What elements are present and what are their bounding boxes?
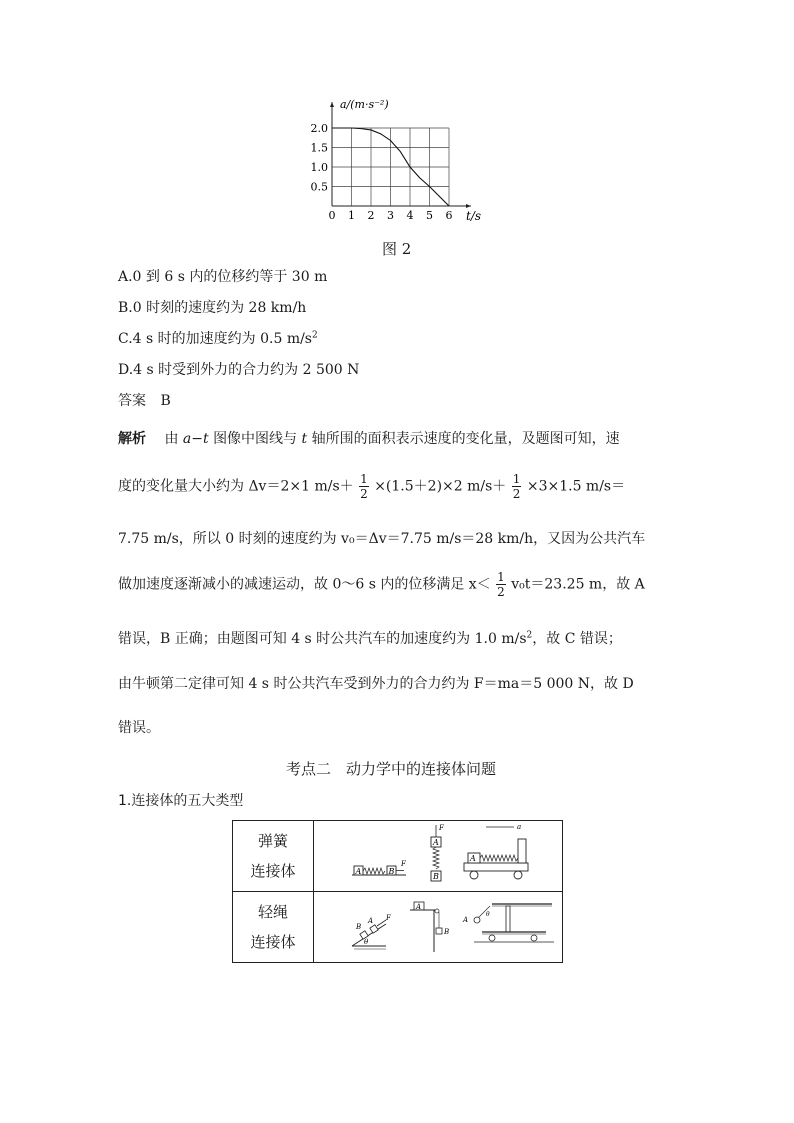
analysis-line-5 xyxy=(118,628,622,648)
y-tick-label: 0.5 xyxy=(310,180,328,194)
fraction-numerator: 1 xyxy=(512,472,521,486)
row-label-spring xyxy=(233,821,314,892)
fig-label: F xyxy=(386,914,391,922)
x-tick-label: 3 xyxy=(387,209,394,222)
analysis-text: ，故 C 错误； xyxy=(532,631,622,647)
rope-figures xyxy=(314,892,563,963)
fig-label: a xyxy=(517,823,522,831)
analysis-text: ×(1.5＋2)×2 m/s＋ xyxy=(374,478,507,495)
x-tick-label: 5 xyxy=(426,209,433,222)
figure-caption: 图 2 xyxy=(382,240,412,258)
x-tick-label: 0 xyxy=(328,209,336,222)
y-tick-label: 2.0 xyxy=(310,122,328,135)
analysis-line-7: 错误。 xyxy=(118,720,160,736)
acceleration-time-chart xyxy=(300,92,500,227)
fraction-half xyxy=(359,472,369,501)
x-axis-label: t/s xyxy=(466,209,482,223)
row-label-line: 轻绳 xyxy=(257,903,288,921)
analysis-text: 图像中图线与 xyxy=(213,431,298,447)
answer-value: B xyxy=(160,393,171,409)
section-title: 考点二 动力学中的连接体问题 xyxy=(286,760,497,778)
analysis-line-2 xyxy=(118,472,625,501)
fig-label: A xyxy=(463,916,469,924)
fig-label: A xyxy=(470,854,476,863)
row-label-line: 连接体 xyxy=(250,933,296,951)
fig-label: F xyxy=(401,860,406,868)
fig-label: A xyxy=(368,917,374,925)
x-tick-label: 4 xyxy=(406,209,414,222)
analysis-line-6: 由牛顿第二定律可知 4 s 时公共汽车受到外力的合力约为 F＝ma＝5 000 N，故 D xyxy=(118,676,634,692)
analysis-text: 轴所围的面积表示速度的变化量，及题图可知，速 xyxy=(311,431,620,447)
fig-label: F xyxy=(439,824,444,832)
analysis-text: 错误，B 正确；由题图可知 4 s 时公共汽车的加速度约为 1.0 m/s xyxy=(118,631,527,647)
analysis-line-3: 7.75 m/s，所以 0 时刻的速度约为 v₀＝Δv＝7.75 m/s＝28 km/h，又因为公共汽车 xyxy=(118,531,646,547)
spring-figures xyxy=(314,821,563,892)
fraction-half xyxy=(512,472,522,501)
x-tick-label: 2 xyxy=(367,209,375,222)
table-row xyxy=(233,821,563,892)
option-a: A.0 到 6 s 内的位移约等于 30 m xyxy=(118,269,328,285)
fig-label: A xyxy=(433,838,439,847)
x-tick-label: 1 xyxy=(348,209,355,222)
fraction-numerator: 1 xyxy=(360,472,368,486)
option-c-text: C.4 s 时的加速度约为 0.5 m/s xyxy=(118,331,312,347)
fig-label: B xyxy=(356,923,362,931)
table-row xyxy=(233,892,563,963)
fig-label: B xyxy=(433,872,439,881)
answer-line xyxy=(118,390,171,410)
fig-label: B xyxy=(444,928,450,936)
analysis-text: ×3×1.5 m/s＝ xyxy=(526,478,626,495)
x-tick-label: 6 xyxy=(445,209,453,222)
option-d: D.4 s 时受到外力的合力约为 2 500 N xyxy=(118,362,360,378)
x-axis-arrow xyxy=(466,204,471,208)
connected-body-table xyxy=(232,820,563,963)
option-b: B.0 时刻的速度约为 28 km/h xyxy=(118,300,307,316)
analysis-label: 解析 xyxy=(118,431,146,447)
fraction-denominator: 2 xyxy=(360,487,368,501)
fraction-denominator: 2 xyxy=(512,487,521,501)
chart-grid xyxy=(332,128,449,206)
analysis-text: 做加速度逐渐减小的减速运动，故 0～6 s 内的位移满足 x＜ xyxy=(118,576,491,593)
fig-label: θ xyxy=(364,938,369,946)
chart-axes xyxy=(330,102,471,208)
y-axis-label: a/(m·s⁻²) xyxy=(340,98,389,111)
spring-diagrams xyxy=(314,821,562,887)
y-tick-label: 1.0 xyxy=(310,161,328,174)
analysis-line-4 xyxy=(118,570,645,599)
fig-label: B xyxy=(388,867,395,876)
analysis-text: 由 xyxy=(164,431,179,447)
fig-label: θ xyxy=(486,911,490,918)
fig-label: A xyxy=(355,867,362,876)
math-t: t xyxy=(301,431,308,447)
analysis-text: v₀t＝23.25 m，故 A xyxy=(511,576,645,593)
math-a-t: a−t xyxy=(182,431,209,447)
answer-label: 答案 xyxy=(118,393,146,409)
fraction-half xyxy=(496,570,506,599)
y-axis-arrow xyxy=(330,102,334,107)
row-label-line: 连接体 xyxy=(250,862,296,880)
analysis-line-1 xyxy=(118,428,620,448)
rope-diagrams xyxy=(314,892,562,958)
row-label-rope xyxy=(233,892,314,963)
row-label-line: 弹簧 xyxy=(257,832,288,850)
option-c-sup: 2 xyxy=(312,330,318,341)
section-subtitle: 1.连接体的五大类型 xyxy=(118,793,244,809)
y-tick-label: 1.5 xyxy=(310,141,328,155)
fig-label: A xyxy=(416,903,422,911)
fraction-numerator: 1 xyxy=(497,570,505,584)
option-c xyxy=(118,328,318,348)
analysis-text: 度的变化量大小约为 Δv＝2×1 m/s＋ xyxy=(118,478,354,495)
fraction-denominator: 2 xyxy=(497,585,505,599)
superscript: 2 xyxy=(526,630,533,641)
